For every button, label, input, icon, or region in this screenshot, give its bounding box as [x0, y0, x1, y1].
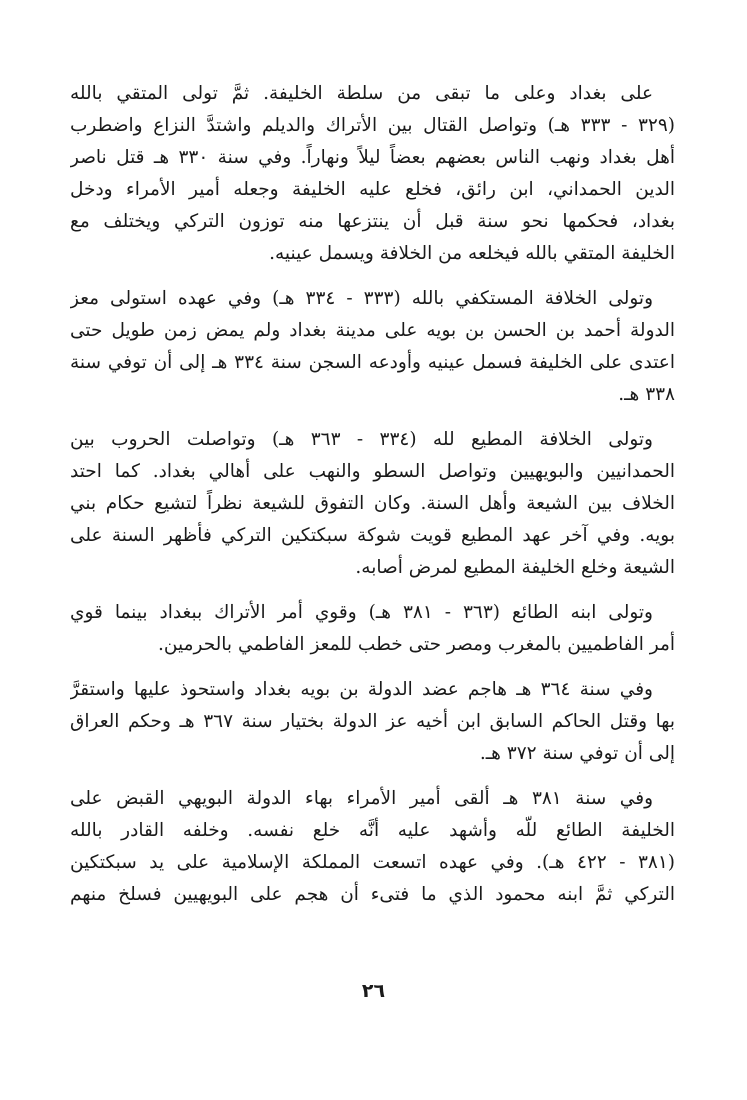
- text-line: (٣٨١ - ٤٢٢ هـ). وفي عهده اتسعت المملكة الإسلامية على يد سبكتكين: [70, 852, 675, 873]
- page-number: ٢٦: [361, 980, 386, 1002]
- text-line: الدين الحمداني، ابن رائق، فخلع عليه الخليفة وجعله أمير الأمراء ودخل: [70, 179, 675, 200]
- text-line: ٣٣٨ هـ.: [618, 384, 675, 405]
- text-line: وفي سنة ٣٦٤ هـ هاجم عضد الدولة بن بويه بغداد واستحوذ عليها واستقرَّ: [70, 679, 653, 700]
- text-line: الخليفة الطائع للّه وأشهد عليه أنَّه خلع نفسه. وخلفه القادر بالله: [70, 820, 675, 841]
- paragraph: [70, 424, 675, 584]
- paragraph: [70, 283, 675, 411]
- text-line: على بغداد وعلى ما تبقى من سلطة الخليفة. ثمَّ تولى المتقي بالله: [70, 83, 653, 104]
- text-line: وتولى الخلافة المستكفي بالله (٣٣٣ - ٣٣٤ هـ) وفي عهده استولى معز: [70, 288, 653, 309]
- text-line: (٣٢٩ - ٣٣٣ هـ) وتواصل القتال بين الأتراك والديلم واشتدَّ النزاع واضطرب: [70, 115, 675, 136]
- text-line: بغداد، فحكمها نحو سنة قبل أن ينتزعها منه توزون التركي ويختلف مع: [70, 211, 675, 232]
- text-line: الشيعة وخلع الخليفة المطيع لمرض أصابه.: [355, 557, 675, 578]
- text-line: بويه. وفي آخر عهد المطيع قويت شوكة سبكتكين التركي فأظهر السنة على: [70, 525, 675, 546]
- text-line: الخلاف بين الشيعة وأهل السنة. وكان التفوق للشيعة نظراً لتشيع حكام بني: [70, 493, 675, 514]
- paragraph: [70, 674, 675, 770]
- text-line: وتولى الخلافة المطيع لله (٣٣٤ - ٣٦٣ هـ) وتواصلت الحروب بين: [70, 429, 653, 450]
- text-line: بها وقتل الحاكم السابق ابن أخيه عز الدولة بختيار سنة ٣٦٧ هـ وحكم العراق: [70, 711, 675, 732]
- text-line: إلى أن توفي سنة ٣٧٢ هـ.: [479, 743, 675, 764]
- text-line: الحمدانيين والبويهيين وتواصل السطو والنهب على أهالي بغداد. كما احتد: [70, 461, 675, 482]
- text-line: وفي سنة ٣٨١ هـ ألقى أمير الأمراء بهاء الدولة البويهي القبض على: [70, 788, 654, 809]
- text-line: وتولى ابنه الطائع (٣٦٣ - ٣٨١ هـ) وقوي أمر الأتراك ببغداد بينما قوي: [70, 602, 653, 623]
- text-line: التركي ثمَّ ابنه محمود الذي ما فتىء أن هجم على البويهيين فسلخ منهم: [70, 884, 675, 905]
- page-body: [70, 78, 675, 924]
- paragraph: [70, 783, 675, 911]
- text-line: أهل بغداد ونهب الناس بعضهم بعضاً ليلاً ونهاراً. وفي سنة ٣٣٠ هـ قتل ناصر: [70, 147, 675, 168]
- text-line: اعتدى على الخليفة فسمل عينيه وأودعه السجن سنة ٣٣٤ هـ إلى أن توفي سنة: [70, 352, 675, 373]
- text-line: أمر الفاطميين بالمغرب ومصر حتى خطب للمعز الفاطمي بالحرمين.: [158, 634, 675, 655]
- paragraph: [70, 597, 675, 661]
- paragraph: [70, 78, 675, 270]
- text-line: الدولة أحمد بن الحسن بن بويه على مدينة بغداد ولم يمض زمن طويل حتى: [70, 320, 675, 341]
- text-line: الخليفة المتقي بالله فيخلعه من الخلافة ويسمل عينيه.: [269, 243, 675, 264]
